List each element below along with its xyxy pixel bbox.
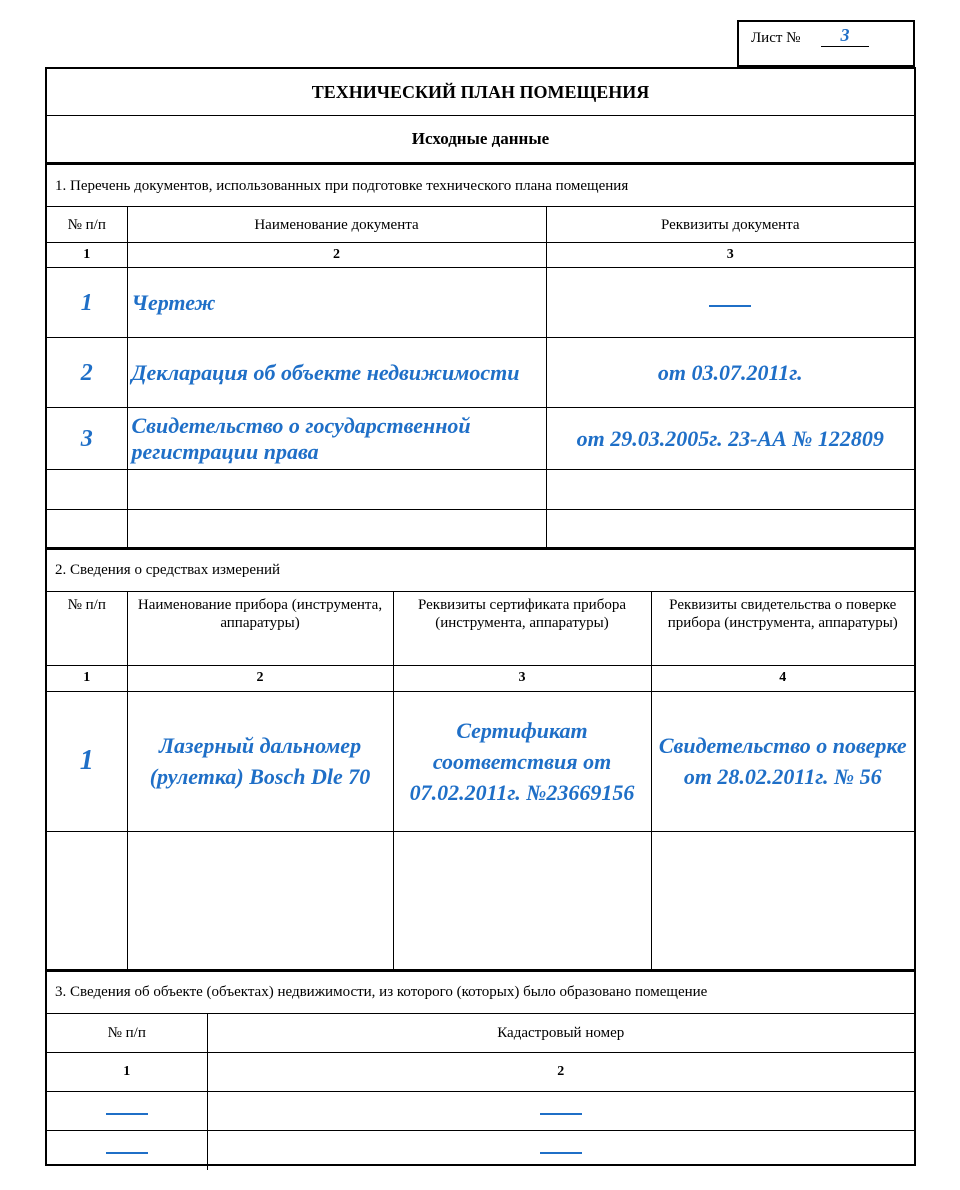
s2-col-device: Наименование прибора (инструмента, аппаратуры) <box>127 591 393 665</box>
table-row <box>47 1092 914 1131</box>
table-row <box>47 691 914 831</box>
s2-empty-cell <box>127 831 393 969</box>
s1-empty-cell <box>127 470 546 510</box>
s2-col-certificate: Реквизиты сертификата прибора (инструмента, аппаратуры) <box>393 591 651 665</box>
s1-row3-no: 3 <box>47 408 127 470</box>
s1-empty-cell <box>127 510 546 548</box>
s2-num-3: 3 <box>393 665 651 691</box>
s2-empty-cell <box>47 831 127 969</box>
s1-num-1: 1 <box>47 243 127 268</box>
form-frame <box>45 67 916 1166</box>
s1-row3-name: Свидетельство о государственной регистрации права <box>127 408 546 470</box>
dash-mark <box>540 1107 582 1115</box>
s2-row1-certificate: Сертификат соответствия от 07.02.2011г. №23669156 <box>393 691 651 831</box>
s3-num-1: 1 <box>47 1053 207 1092</box>
section1-table <box>47 164 914 548</box>
s1-row1-details <box>546 268 914 338</box>
s2-row1-verification: Свидетельство о поверке от 28.02.2011г. № 56 <box>651 691 914 831</box>
section1-heading: 1. Перечень документов, использованных при подготовке технического плана помещения <box>47 165 914 207</box>
title-block <box>47 69 914 164</box>
s1-col-name: Наименование документа <box>127 207 546 243</box>
s3-col-cadastral: Кадастровый номер <box>207 1014 914 1053</box>
s1-num-3: 3 <box>546 243 914 268</box>
table-row <box>47 1131 914 1170</box>
dash-mark <box>540 1146 582 1154</box>
sheet-number-box <box>737 20 915 67</box>
sheet-number: 3 <box>821 24 869 47</box>
s3-col-no: № п/п <box>47 1014 207 1053</box>
s2-row1-device: Лазерный дальномер (рулетка) Bosch Dle 70 <box>127 691 393 831</box>
s1-row2-name: Декларация об объекте недвижимости <box>127 338 546 408</box>
table-row <box>47 470 914 510</box>
s1-empty-cell <box>47 510 127 548</box>
s1-col-details: Реквизиты документа <box>546 207 914 243</box>
s1-empty-cell <box>546 510 914 548</box>
sheet-label: Лист № <box>751 30 801 46</box>
s2-empty-cell <box>393 831 651 969</box>
table-row <box>47 831 914 969</box>
s3-row2-cadastral <box>207 1131 914 1170</box>
s1-empty-cell <box>47 470 127 510</box>
section2-heading: 2. Сведения о средствах измерений <box>47 549 914 591</box>
s1-empty-cell <box>546 470 914 510</box>
s1-row3-details: от 29.03.2005г. 23-АА № 122809 <box>546 408 914 470</box>
s2-num-1: 1 <box>47 665 127 691</box>
s3-row2-no <box>47 1131 207 1170</box>
s2-col-no: № п/п <box>47 591 127 665</box>
s1-row1-no: 1 <box>47 268 127 338</box>
table-row <box>47 338 914 408</box>
table-row <box>47 510 914 548</box>
dash-mark <box>106 1107 148 1115</box>
table-row <box>47 268 914 338</box>
s2-row1-no: 1 <box>47 691 127 831</box>
s1-row2-details: от 03.07.2011г. <box>546 338 914 408</box>
s3-num-2: 2 <box>207 1053 914 1092</box>
s1-row2-no: 2 <box>47 338 127 408</box>
s2-num-4: 4 <box>651 665 914 691</box>
s1-row1-name: Чертеж <box>127 268 546 338</box>
s2-num-2: 2 <box>127 665 393 691</box>
s3-row1-cadastral <box>207 1092 914 1131</box>
s2-empty-cell <box>651 831 914 969</box>
section2-table <box>47 548 914 970</box>
dash-mark <box>709 299 751 307</box>
table-row <box>47 408 914 470</box>
page-title: ТЕХНИЧЕСКИЙ ПЛАН ПОМЕЩЕНИЯ <box>47 69 914 116</box>
section3-heading: 3. Сведения об объекте (объектах) недвижимости, из которого (которых) было образовано помещение <box>47 971 914 1014</box>
dash-mark <box>106 1146 148 1154</box>
s2-col-verification: Реквизиты свидетельства о поверке прибора (инструмента, аппаратуры) <box>651 591 914 665</box>
s1-col-no: № п/п <box>47 207 127 243</box>
page-subtitle: Исходные данные <box>47 116 914 164</box>
s1-num-2: 2 <box>127 243 546 268</box>
section3-table <box>47 970 914 1170</box>
s3-row1-no <box>47 1092 207 1131</box>
